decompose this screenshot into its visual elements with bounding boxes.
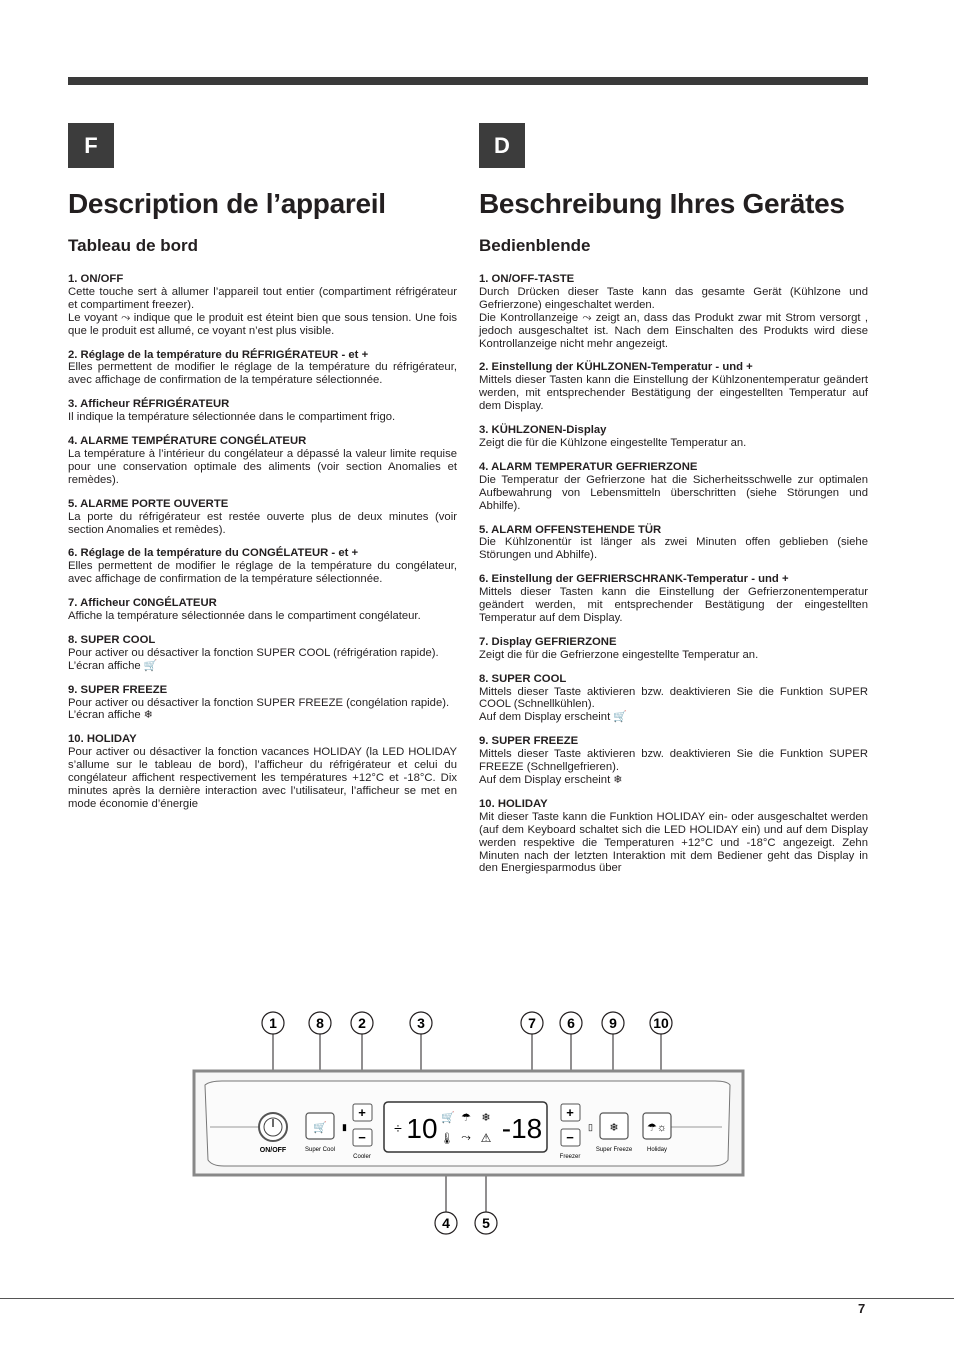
list-item — [479, 636, 868, 662]
cart-icon: 🛒 — [313, 1122, 327, 1134]
top-rule — [68, 77, 868, 85]
list-item — [479, 361, 868, 413]
item-title: 1. ON/OFF-TASTE — [479, 273, 575, 285]
item-text: Elles permettent de modifier le réglage de la température du congélateur, avec affichage de confirmation de la température sélectionnée. — [68, 560, 457, 586]
freezer-temperature: -18 — [501, 1113, 543, 1144]
list-item — [479, 461, 868, 513]
svg-text:10: 10 — [653, 1015, 669, 1031]
column-german — [479, 186, 868, 886]
item-title: 9. SUPER FREEZE — [68, 683, 168, 696]
fridge-temperature: 10 — [406, 1113, 438, 1144]
list-item — [68, 349, 457, 388]
cooler-minus-button[interactable] — [353, 1129, 372, 1146]
item-text: Mit dieser Taste kann die Funktion HOLIDAY ein- oder ausgeschaltet werden (auf dem Keyboard schaltet sich die LED HOLIDAY ein) und auf dem Display werden respektive die Temperaturen +12°C und -18°C angezeigt. Zehn Minuten nach der letzten Interaktion mit dem Bediener geht das Display in den Energiesparmodus über — [479, 810, 868, 875]
item-title: 6. Réglage de la température du CONGÉLATEUR - et + — [68, 547, 359, 560]
item-text: Auf dem Display erscheint 🛒 — [479, 711, 627, 724]
item-text: La porte du réfrigérateur est restée ouverte plus de deux minutes (voir section Anomalies et remèdes). — [68, 510, 457, 536]
language-badge-f: F — [68, 123, 114, 168]
snowflake-icon: ❄ — [609, 1122, 619, 1134]
item-text: L’écran affiche 🛒 — [68, 659, 158, 672]
cooler-label: Cooler — [353, 1154, 371, 1160]
super-cool-label: Super Cool — [304, 1147, 336, 1153]
list-item — [68, 634, 457, 673]
item-list — [479, 273, 868, 875]
holiday-label: Holiday — [646, 1147, 668, 1153]
item-text: L’écran affiche ❄ — [68, 709, 153, 722]
bottle-icon: ▯ — [588, 1122, 593, 1132]
item-text: Affiche la température sélectionnée dans le compartiment congélateur. — [68, 610, 421, 623]
list-item — [479, 524, 868, 563]
item-text: Die Temperatur der Gefrierzone hat die Sicherheitsschwelle zur optimalen Aufbewahrung von Lebensmitteln überschritten (siehe Störungen und Abhilfe). — [479, 473, 868, 512]
item-text: Elles permettent de modifier le réglage de la température du réfrigérateur, avec affichage de confirmation de la température sélectionnée. — [68, 361, 457, 387]
division-icon: ÷ — [394, 1120, 402, 1136]
list-item — [479, 735, 868, 787]
list-item — [68, 273, 457, 338]
display-symbol-icon: 🛒 — [143, 659, 158, 672]
callout-marker — [521, 1012, 543, 1034]
svg-text:2: 2 — [358, 1015, 366, 1031]
item-title: 4. ALARME TEMPÉRATURE CONGÉLATEUR — [68, 435, 307, 448]
super-freeze-button[interactable] — [600, 1113, 628, 1139]
callout-marker — [602, 1012, 624, 1034]
section-title: Bedienblende — [479, 236, 591, 255]
freezer-plus-button[interactable] — [561, 1104, 580, 1121]
svg-text:3: 3 — [417, 1015, 425, 1031]
cart-icon: 🛒 — [441, 1112, 455, 1124]
list-item — [68, 498, 457, 537]
svg-text:−: − — [358, 1130, 366, 1145]
item-text: Pour activer ou désactiver la fonction SUPER COOL (réfrigération rapide). — [68, 646, 439, 659]
callout-marker — [351, 1012, 373, 1034]
umbrella-icon: ☂ — [461, 1112, 471, 1124]
list-item — [479, 573, 868, 625]
item-title: 3. KÜHLZONEN-Display — [479, 424, 607, 437]
item-text: Le voyant ⤳ indique que le produit est éteint bien que sous tension. Une fois que le produit est allumé, ce voyant n’est plus visible. — [68, 311, 457, 337]
display-symbol-icon: ❄ — [613, 774, 623, 786]
holiday-button[interactable] — [643, 1113, 671, 1139]
item-text: Die Kontrollanzeige ⤳ zeigt an, dass das Produkt zwar mit Strom versorgt , jedoch ausgeschaltet ist. Nach dem Einschalten des Produkts wird diese Kontrollanzeige nicht mehr angezeigt. — [479, 311, 868, 350]
callout-marker — [475, 1212, 497, 1234]
bottle-icon: ▮ — [342, 1122, 347, 1132]
item-text: Zeigt die für die Kühlzone eingestellte Temperatur an. — [479, 436, 747, 449]
callouts-bottom — [435, 1212, 497, 1234]
callout-marker — [435, 1212, 457, 1234]
control-panel-diagram — [0, 1005, 954, 1245]
section-title: Tableau de bord — [68, 236, 199, 255]
list-item — [479, 273, 868, 350]
column-french — [68, 186, 457, 822]
item-title: 2. Einstellung der KÜHLZONEN-Temperatur - und + — [479, 361, 753, 374]
item-text: Cette touche sert à allumer l’appareil tout entier (compartiment réfrigérateur et compartiment freezer). — [68, 285, 457, 311]
item-title: 4. ALARM TEMPERATUR GEFRIERZONE — [479, 460, 698, 473]
item-title: 7. Afficheur C0NGÉLATEUR — [68, 597, 217, 610]
svg-text:5: 5 — [482, 1215, 490, 1231]
page-title: Description de l’appareil — [68, 188, 386, 219]
page-title: Beschreibung Ihres Gerätes — [479, 188, 845, 219]
list-item — [68, 733, 457, 810]
callout-marker — [650, 1012, 672, 1034]
item-title: 9. SUPER FREEZE — [479, 735, 579, 748]
svg-text:−: − — [566, 1130, 574, 1145]
svg-text:+: + — [358, 1105, 366, 1120]
footer-rule — [0, 1298, 954, 1299]
item-text: La température à l’intérieur du congélateur a dépassé la valeur limite requise pour une conservation optimale des aliments (voir section Anomalies et remèdes). — [68, 447, 457, 486]
onoff-button[interactable] — [259, 1113, 287, 1141]
item-text: Durch Drücken dieser Taste kann das gesamte Gerät (Kühlzone und Gefrierzone) eingeschaltet werden. — [479, 285, 868, 311]
item-text: Mittels dieser Tasten kann die Einstellung der Gefrierzonentemperatur geändert werden, mit entsprechender Bestätigung der eingestellten Temperatur auf dem Display. — [479, 586, 868, 624]
umbrella-icon: ☂☼ — [647, 1122, 667, 1134]
display-symbol-icon: 🛒 — [613, 711, 627, 724]
item-title: 5. ALARM OFFENSTEHENDE TÜR — [479, 523, 662, 536]
item-title: 2. Réglage de la température du RÉFRIGÉRATEUR - et + — [68, 348, 369, 361]
svg-text:6: 6 — [567, 1015, 575, 1031]
item-text: Mittels dieser Taste aktivieren bzw. deaktivieren Sie die Funktion SUPER COOL (Schnellkühlen). — [479, 685, 868, 711]
item-title: 10. HOLIDAY — [68, 733, 137, 746]
thermometer-icon: 🌡 — [440, 1133, 454, 1145]
item-text: Zeigt die für die Gefrierzone eingestellte Temperatur an. — [479, 648, 759, 661]
list-item — [68, 547, 457, 586]
list-item — [479, 798, 868, 875]
svg-text:4: 4 — [442, 1215, 450, 1231]
callout-marker — [410, 1012, 432, 1034]
item-text: Die Kühlzonentür ist länger als zwei Minuten offen geblieben (siehe Störungen und Abhilfe). — [479, 536, 868, 562]
item-title: 6. Einstellung der GEFRIERSCHRANK-Temperatur - und + — [479, 573, 789, 586]
page-number: 7 — [858, 1301, 866, 1316]
item-title: 3. Afficheur RÉFRIGÉRATEUR — [68, 398, 230, 411]
onoff-label: ON/OFF — [259, 1147, 287, 1154]
item-title: 8. SUPER COOL — [479, 672, 567, 685]
freezer-label: Freezer — [559, 1154, 581, 1160]
item-text: Mittels dieser Tasten kann die Einstellung der Kühlzonentemperatur geändert werden, mit entsprechender Bestätigung der eingestellten Temperatur auf dem Display. — [479, 374, 868, 413]
list-item — [479, 673, 868, 725]
item-text: Il indique la température sélectionnée dans le compartiment frigo. — [68, 411, 396, 424]
list-item — [479, 424, 868, 450]
svg-text:1: 1 — [269, 1015, 277, 1031]
list-item — [68, 684, 457, 723]
freezer-minus-button[interactable] — [561, 1129, 580, 1146]
svg-text:7: 7 — [528, 1015, 536, 1031]
item-title: 10. HOLIDAY — [479, 797, 548, 810]
display-symbol-icon: ❄ — [143, 709, 153, 722]
language-badge-d: D — [479, 123, 525, 168]
list-item — [68, 398, 457, 424]
svg-text:9: 9 — [609, 1015, 617, 1031]
item-title: 1. ON/OFF — [68, 273, 124, 285]
item-title: 5. ALARME PORTE OUVERTE — [68, 497, 229, 510]
super-freeze-label: Super Freeze — [595, 1147, 633, 1153]
super-cool-button[interactable] — [306, 1113, 334, 1139]
callout-marker — [262, 1012, 284, 1034]
cooler-plus-button[interactable] — [353, 1104, 372, 1121]
item-title: 7. Display GEFRIERZONE — [479, 635, 617, 648]
callouts-top — [262, 1012, 672, 1034]
item-list — [68, 273, 457, 811]
svg-text:+: + — [566, 1105, 574, 1120]
item-text: Pour activer ou désactiver la fonction SUPER FREEZE (congélation rapide). — [68, 696, 450, 709]
snowflake-icon: ❄ — [481, 1112, 491, 1124]
list-item — [68, 435, 457, 487]
item-title: 8. SUPER COOL — [68, 633, 156, 646]
list-item — [68, 597, 457, 623]
item-text: Pour activer ou désactiver la fonction vacances HOLIDAY (la LED HOLIDAY s’allume sur le tableau de bord), l’afficheur du réfrigérateur et celui du congélateur affichent respectivement les températures +12°C et -18°C. Dix minutes après la dernière interaction avec l’utilisateur, l’afficheur se met en mode économie d’énergie — [68, 746, 457, 810]
item-text: Auf dem Display erscheint ❄ — [479, 774, 623, 786]
warning-icon: ⚠ — [480, 1131, 492, 1145]
callout-marker — [560, 1012, 582, 1034]
svg-text:8: 8 — [316, 1015, 324, 1031]
callout-marker — [309, 1012, 331, 1034]
item-text: Mittels dieser Taste aktivieren bzw. deaktivieren Sie die Funktion SUPER FREEZE (Schnellgefrieren). — [479, 748, 868, 774]
plug-icon: ⤳ — [461, 1130, 471, 1144]
